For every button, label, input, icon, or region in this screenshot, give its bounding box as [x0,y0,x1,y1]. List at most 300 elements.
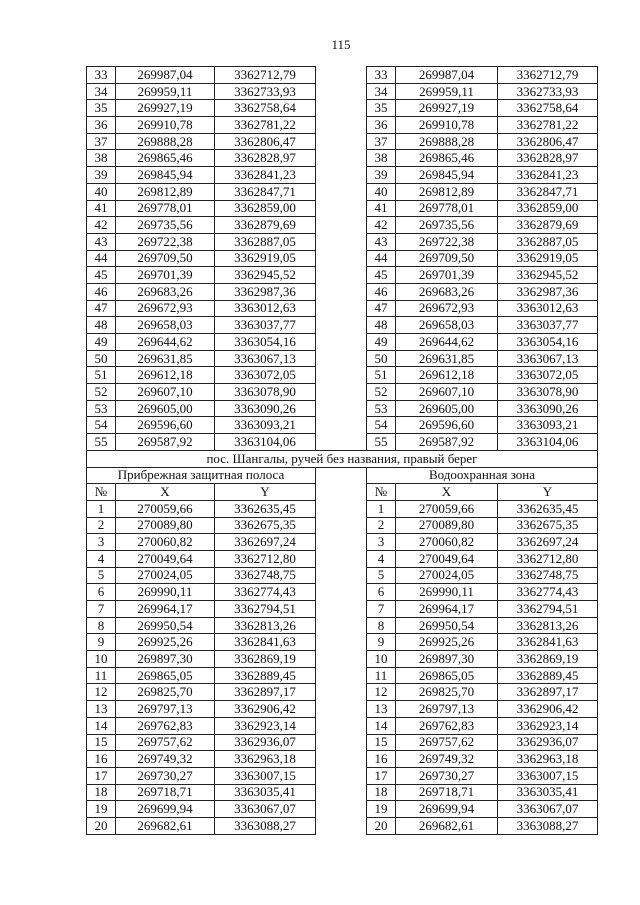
right-x-coordinate-cell: 269605,00 [396,400,498,417]
table-row [87,767,598,784]
left-point-number-cell: 46 [87,283,116,300]
column-gap [316,250,367,267]
left-y-coordinate-cell: 3362987,36 [215,283,316,300]
right-x-coordinate-cell: 269897,30 [396,651,498,668]
right-y-coordinate-cell: 3362923,14 [498,717,598,734]
left-y-coordinate-cell: 3362813,26 [215,617,316,634]
right-y-coordinate-cell: 3363078,90 [498,384,598,401]
left-point-number-cell: 8 [87,617,116,634]
right-y-coordinate-cell: 3362712,79 [498,67,598,84]
right-point-number-cell: 50 [367,350,396,367]
right-point-number-cell: 3 [367,534,396,551]
right-x-coordinate-cell: 269990,11 [396,584,498,601]
column-gap [316,217,367,234]
right-x-coordinate-cell: 269762,83 [396,717,498,734]
right-point-number-cell: 10 [367,651,396,668]
left-y-coordinate-cell: 3363088,27 [215,817,316,834]
column-gap [316,267,367,284]
table-row [87,233,598,250]
left-y-coordinate-cell: 3362906,42 [215,701,316,718]
left-point-number-cell: 11 [87,667,116,684]
table-row [87,200,598,217]
table-row [87,183,598,200]
left-point-number-cell: 17 [87,767,116,784]
column-gap [316,801,367,818]
left-x-coordinate-cell: 269709,50 [116,250,215,267]
coastal-strip-title: Прибрежная защитная полоса [87,467,316,484]
column-gap [316,817,367,834]
left-x-coordinate-cell: 270049,64 [116,550,215,567]
left-point-number-cell: 54 [87,417,116,434]
left-y-coordinate-cell: 3362936,07 [215,734,316,751]
right-y-coordinate-cell: 3362806,47 [498,133,598,150]
table-row [87,133,598,150]
right-point-number-cell: 53 [367,400,396,417]
column-gap [316,417,367,434]
column-gap [316,567,367,584]
table-row [87,367,598,384]
left-point-number-cell: 34 [87,83,116,100]
left-y-coordinate-cell: 3362675,35 [215,517,316,534]
right-y-coordinate-cell: 3362887,05 [498,233,598,250]
column-gap [316,283,367,300]
right-x-coordinate-cell: 269735,56 [396,217,498,234]
left-point-number-cell: 15 [87,734,116,751]
table-row [87,417,598,434]
column-gap [316,634,367,651]
right-x-coordinate-cell: 269749,32 [396,751,498,768]
column-gap [316,183,367,200]
left-y-coordinate-cell: 3362712,80 [215,550,316,567]
column-gap [316,484,367,501]
right-point-number-cell: 43 [367,233,396,250]
column-gap [316,751,367,768]
right-point-number-cell: 36 [367,117,396,134]
table-row [87,617,598,634]
column-gap [316,300,367,317]
table-row [87,517,598,534]
column-gap [316,167,367,184]
left-y-coordinate-cell: 3362841,63 [215,634,316,651]
right-point-number-cell: 19 [367,801,396,818]
left-y-coordinate-cell: 3363054,16 [215,334,316,351]
right-y-coordinate-cell: 3362781,22 [498,117,598,134]
right-y-coordinate-cell: 3362774,43 [498,584,598,601]
right-y-coordinate-cell: 3363035,41 [498,784,598,801]
left-point-number-cell: 49 [87,334,116,351]
right-point-number-cell: 49 [367,334,396,351]
left-x-coordinate-cell: 269605,00 [116,400,215,417]
column-gap [316,534,367,551]
right-point-number-cell: 11 [367,667,396,684]
right-point-number-cell: 47 [367,300,396,317]
table-row [87,601,598,618]
left-x-coordinate-cell: 269812,89 [116,183,215,200]
right-x-coordinate-cell: 269699,94 [396,801,498,818]
left-x-coordinate-cell: 270060,82 [116,534,215,551]
table-row [87,167,598,184]
right-y-coordinate-cell: 3362889,45 [498,667,598,684]
left-point-number-cell: 36 [87,117,116,134]
right-x-coordinate-cell: 269865,05 [396,667,498,684]
right-y-coordinate-cell: 3363067,13 [498,350,598,367]
right-x-coordinate-cell: 269709,50 [396,250,498,267]
continued-coordinates-block [87,67,598,451]
left-y-coordinate-cell: 3362945,52 [215,267,316,284]
left-x-coordinate-cell: 269865,05 [116,667,215,684]
right-point-number-cell: 14 [367,717,396,734]
right-point-number-cell: 40 [367,183,396,200]
right-point-number-cell: 1 [367,500,396,517]
left-point-number-cell: 37 [87,133,116,150]
right-y-coordinate-cell: 3362794,51 [498,601,598,618]
left-point-number-cell: 50 [87,350,116,367]
right-x-coordinate-cell: 269757,62 [396,734,498,751]
left-x-coordinate-cell: 269718,71 [116,784,215,801]
left-point-number-cell: 6 [87,584,116,601]
right-x-coordinate-cell: 269644,62 [396,334,498,351]
left-point-number-cell: 1 [87,500,116,517]
column-gap [316,367,367,384]
column-gap [316,500,367,517]
table-row [87,684,598,701]
column-gap [316,617,367,634]
table-row [87,434,598,451]
right-y-coordinate-cell: 3362847,71 [498,183,598,200]
section-header-block [87,450,598,500]
right-point-number-cell: 35 [367,100,396,117]
left-x-coordinate-cell: 269735,56 [116,217,215,234]
left-x-coordinate-cell: 269596,60 [116,417,215,434]
right-x-coordinate-cell: 269701,39 [396,267,498,284]
right-y-coordinate-cell: 3362841,63 [498,634,598,651]
left-point-number-cell: 52 [87,384,116,401]
left-point-number-cell: 38 [87,150,116,167]
right-y-coordinate-cell: 3362697,24 [498,534,598,551]
right-x-coordinate-cell: 269825,70 [396,684,498,701]
left-x-coordinate-cell: 269897,30 [116,651,215,668]
right-y-coordinate-cell: 3362748,75 [498,567,598,584]
left-point-number-cell: 9 [87,634,116,651]
column-gap [316,434,367,451]
column-gap [316,317,367,334]
left-point-number-cell: 16 [87,751,116,768]
right-y-coordinate-cell: 3363072,05 [498,367,598,384]
right-x-coordinate-cell: 269964,17 [396,601,498,618]
table-row [87,384,598,401]
right-y-coordinate-cell: 3362963,18 [498,751,598,768]
table-row [87,550,598,567]
left-y-header: Y [215,484,316,501]
right-point-number-cell: 55 [367,434,396,451]
column-gap [316,200,367,217]
section-title: пос. Шангалы, ручей без названия, правый берег [87,450,598,467]
left-y-coordinate-cell: 3362635,45 [215,500,316,517]
left-y-coordinate-cell: 3362963,18 [215,751,316,768]
right-x-coordinate-cell: 269722,38 [396,233,498,250]
left-x-coordinate-cell: 269683,26 [116,283,215,300]
right-y-coordinate-cell: 3363088,27 [498,817,598,834]
left-point-number-cell: 33 [87,67,116,84]
column-gap [316,100,367,117]
left-x-coordinate-cell: 269607,10 [116,384,215,401]
column-gap [316,67,367,84]
left-point-number-cell: 53 [87,400,116,417]
right-point-number-cell: 46 [367,283,396,300]
column-gap [316,467,367,484]
column-gap [316,767,367,784]
right-point-number-cell: 12 [367,684,396,701]
left-point-number-cell: 41 [87,200,116,217]
table-row [87,300,598,317]
left-y-coordinate-cell: 3362879,69 [215,217,316,234]
right-y-coordinate-cell: 3362897,17 [498,684,598,701]
right-y-coordinate-cell: 3362733,93 [498,83,598,100]
left-point-number-cell: 12 [87,684,116,701]
left-y-coordinate-cell: 3362774,43 [215,584,316,601]
right-y-coordinate-cell: 3363093,21 [498,417,598,434]
table-row [87,217,598,234]
left-y-coordinate-cell: 3362869,19 [215,651,316,668]
column-header-row [87,484,598,501]
right-point-number-cell: 39 [367,167,396,184]
left-y-coordinate-cell: 3363012,63 [215,300,316,317]
left-y-coordinate-cell: 3362919,05 [215,250,316,267]
left-x-coordinate-cell: 269730,27 [116,767,215,784]
left-point-number-cell: 13 [87,701,116,718]
left-x-coordinate-cell: 269964,17 [116,601,215,618]
left-y-coordinate-cell: 3363090,26 [215,400,316,417]
left-point-number-cell: 20 [87,817,116,834]
right-point-number-cell: 48 [367,317,396,334]
right-y-coordinate-cell: 3362987,36 [498,283,598,300]
left-x-coordinate-cell: 269658,03 [116,317,215,334]
left-point-number-cell: 43 [87,233,116,250]
left-y-coordinate-cell: 3363067,13 [215,350,316,367]
table-row [87,584,598,601]
right-y-coordinate-cell: 3362712,80 [498,550,598,567]
table-row [87,67,598,84]
right-x-coordinate-cell: 269910,78 [396,117,498,134]
left-x-coordinate-cell: 270089,80 [116,517,215,534]
left-point-number-cell: 55 [87,434,116,451]
right-x-coordinate-cell: 269730,27 [396,767,498,784]
left-x-coordinate-cell: 269762,83 [116,717,215,734]
table-row [87,150,598,167]
left-point-number-cell: 2 [87,517,116,534]
right-x-coordinate-cell: 269925,26 [396,634,498,651]
left-y-coordinate-cell: 3363093,21 [215,417,316,434]
left-x-coordinate-cell: 269672,93 [116,300,215,317]
right-x-header: X [396,484,498,501]
table-row [87,534,598,551]
left-y-coordinate-cell: 3362748,75 [215,567,316,584]
table-row [87,801,598,818]
column-gap [316,717,367,734]
left-point-number-cell: 18 [87,784,116,801]
right-x-coordinate-cell: 269927,19 [396,100,498,117]
table-row [87,350,598,367]
left-y-coordinate-cell: 3362841,23 [215,167,316,184]
column-gap [316,601,367,618]
right-y-coordinate-cell: 3363054,16 [498,334,598,351]
right-y-coordinate-cell: 3363012,63 [498,300,598,317]
left-x-coordinate-cell: 269722,38 [116,233,215,250]
right-point-number-cell: 7 [367,601,396,618]
right-point-number-cell: 38 [367,150,396,167]
left-y-coordinate-cell: 3363067,07 [215,801,316,818]
right-y-coordinate-cell: 3362635,45 [498,500,598,517]
water-zone-title: Водоохранная зона [367,467,598,484]
left-point-number-cell: 48 [87,317,116,334]
left-x-coordinate-cell: 269910,78 [116,117,215,134]
right-x-coordinate-cell: 269631,85 [396,350,498,367]
left-x-coordinate-cell: 269644,62 [116,334,215,351]
left-y-coordinate-cell: 3362758,64 [215,100,316,117]
right-y-coordinate-cell: 3362859,00 [498,200,598,217]
left-y-coordinate-cell: 3362859,00 [215,200,316,217]
column-gap [316,784,367,801]
right-x-coordinate-cell: 270024,05 [396,567,498,584]
right-point-number-cell: 5 [367,567,396,584]
right-x-coordinate-cell: 269797,13 [396,701,498,718]
right-point-number-cell: 33 [367,67,396,84]
left-x-coordinate-cell: 269749,32 [116,751,215,768]
table-row [87,651,598,668]
left-x-header: X [116,484,215,501]
right-point-number-cell: 4 [367,550,396,567]
right-x-coordinate-cell: 269612,18 [396,367,498,384]
column-gap [316,651,367,668]
right-point-number-cell: 16 [367,751,396,768]
column-gap [316,517,367,534]
right-y-coordinate-cell: 3362758,64 [498,100,598,117]
column-gap [316,133,367,150]
left-y-coordinate-cell: 3362806,47 [215,133,316,150]
table-row [87,267,598,284]
right-point-number-cell: 54 [367,417,396,434]
right-y-coordinate-cell: 3362906,42 [498,701,598,718]
right-y-coordinate-cell: 3363037,77 [498,317,598,334]
table-row [87,717,598,734]
right-x-coordinate-cell: 269596,60 [396,417,498,434]
right-x-coordinate-cell: 269683,26 [396,283,498,300]
right-x-coordinate-cell: 269959,11 [396,83,498,100]
left-point-number-cell: 10 [87,651,116,668]
left-y-coordinate-cell: 3362889,45 [215,667,316,684]
right-x-coordinate-cell: 270060,82 [396,534,498,551]
right-y-coordinate-cell: 3362828,97 [498,150,598,167]
left-y-coordinate-cell: 3363035,41 [215,784,316,801]
left-point-number-cell: 5 [87,567,116,584]
right-y-coordinate-cell: 3362945,52 [498,267,598,284]
right-x-coordinate-cell: 269672,93 [396,300,498,317]
table-row [87,634,598,651]
table-row [87,667,598,684]
right-point-number-cell: 13 [367,701,396,718]
left-number-header: № [87,484,116,501]
right-y-coordinate-cell: 3362869,19 [498,651,598,668]
table-row [87,83,598,100]
right-point-number-cell: 45 [367,267,396,284]
left-x-coordinate-cell: 269778,01 [116,200,215,217]
left-x-coordinate-cell: 269925,26 [116,634,215,651]
right-point-number-cell: 17 [367,767,396,784]
column-gap [316,384,367,401]
right-point-number-cell: 42 [367,217,396,234]
left-point-number-cell: 39 [87,167,116,184]
left-x-coordinate-cell: 269587,92 [116,434,215,451]
right-point-number-cell: 18 [367,784,396,801]
left-x-coordinate-cell: 269987,04 [116,67,215,84]
left-y-coordinate-cell: 3363072,05 [215,367,316,384]
left-x-coordinate-cell: 269888,28 [116,133,215,150]
left-y-coordinate-cell: 3362847,71 [215,183,316,200]
table-row [87,117,598,134]
left-y-coordinate-cell: 3362697,24 [215,534,316,551]
left-x-coordinate-cell: 270059,66 [116,500,215,517]
column-gap [316,734,367,751]
right-y-coordinate-cell: 3362813,26 [498,617,598,634]
right-y-coordinate-cell: 3363067,07 [498,801,598,818]
column-gap [316,83,367,100]
table-row [87,701,598,718]
left-point-number-cell: 44 [87,250,116,267]
right-point-number-cell: 44 [367,250,396,267]
right-y-coordinate-cell: 3362879,69 [498,217,598,234]
shangaly-coordinates-block [87,500,598,834]
right-point-number-cell: 15 [367,734,396,751]
left-y-coordinate-cell: 3362923,14 [215,717,316,734]
right-y-coordinate-cell: 3362936,07 [498,734,598,751]
left-y-coordinate-cell: 3363007,15 [215,767,316,784]
page-number: 115 [331,37,351,52]
right-point-number-cell: 37 [367,133,396,150]
right-y-coordinate-cell: 3363090,26 [498,400,598,417]
left-x-coordinate-cell: 269825,70 [116,684,215,701]
column-gap [316,150,367,167]
left-y-coordinate-cell: 3363078,90 [215,384,316,401]
right-y-coordinate-cell: 3362675,35 [498,517,598,534]
right-x-coordinate-cell: 270049,64 [396,550,498,567]
left-point-number-cell: 35 [87,100,116,117]
left-x-coordinate-cell: 269845,94 [116,167,215,184]
right-x-coordinate-cell: 269682,61 [396,817,498,834]
left-point-number-cell: 47 [87,300,116,317]
table-row [87,400,598,417]
right-y-coordinate-cell: 3362841,23 [498,167,598,184]
right-x-coordinate-cell: 269607,10 [396,384,498,401]
left-point-number-cell: 4 [87,550,116,567]
column-gap [316,117,367,134]
column-gap [316,584,367,601]
right-point-number-cell: 20 [367,817,396,834]
left-y-coordinate-cell: 3362794,51 [215,601,316,618]
right-y-coordinate-cell: 3363007,15 [498,767,598,784]
right-point-number-cell: 9 [367,634,396,651]
left-y-coordinate-cell: 3362897,17 [215,684,316,701]
right-x-coordinate-cell: 269888,28 [396,133,498,150]
right-y-coordinate-cell: 3363104,06 [498,434,598,451]
left-x-coordinate-cell: 269990,11 [116,584,215,601]
left-y-coordinate-cell: 3362887,05 [215,233,316,250]
table-row [87,784,598,801]
table-row [87,283,598,300]
left-y-coordinate-cell: 3363037,77 [215,317,316,334]
right-number-header: № [367,484,396,501]
right-x-coordinate-cell: 269812,89 [396,183,498,200]
column-gap [316,684,367,701]
